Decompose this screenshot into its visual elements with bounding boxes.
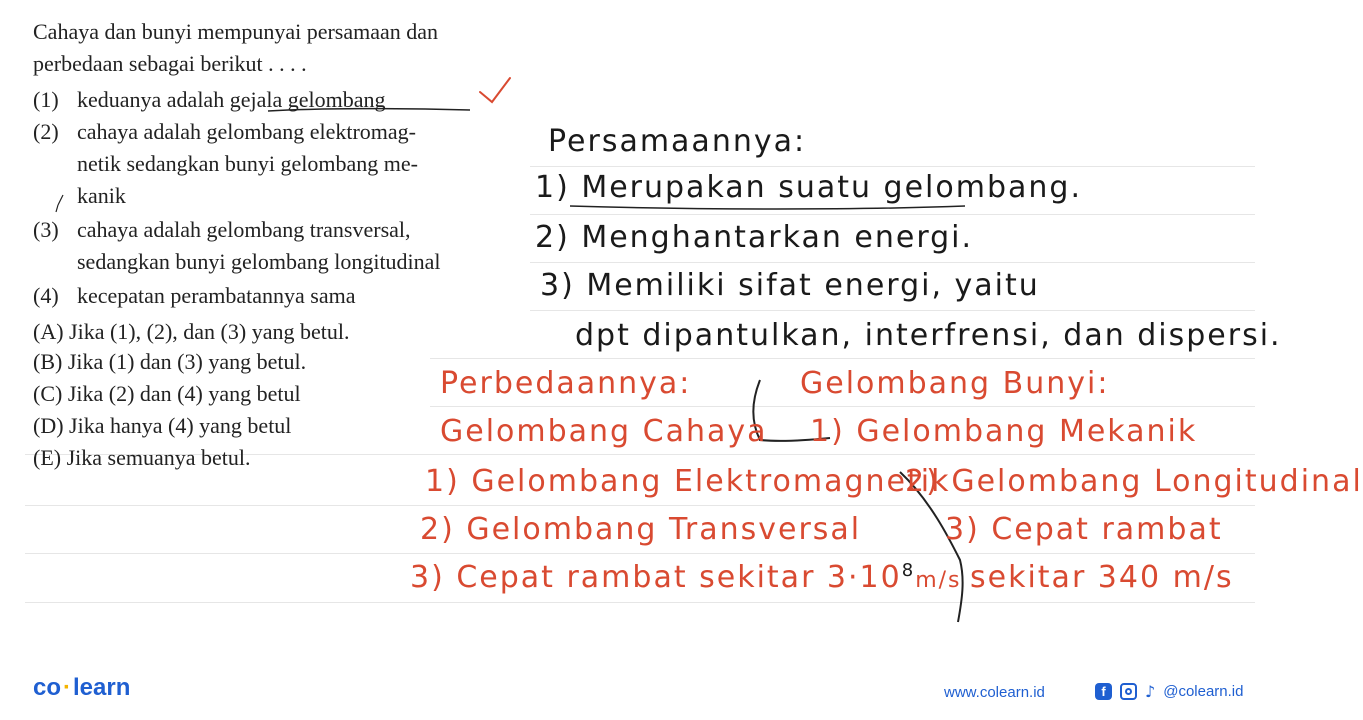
option-a: (A) Jika (1), (2), dan (3) yang betul.: [33, 319, 350, 344]
statement-4: kecepatan perambatannya sama: [77, 283, 356, 308]
cahaya-item-3-unit: m/s: [915, 568, 962, 593]
colearn-logo: co·learn: [33, 674, 131, 701]
statement-2-line2: netik sedangkan bunyi gelombang me-: [77, 151, 418, 176]
question-intro-line2: perbedaan sebagai berikut . . . .: [33, 51, 307, 76]
cahaya-item-3-text: 3) Cepat rambat sekitar 3·10: [410, 560, 902, 595]
bunyi-item-3: 3) Cepat rambat: [945, 512, 1223, 547]
social-handle[interactable]: @colearn.id: [1163, 683, 1244, 700]
check-icon: [480, 78, 510, 102]
logo-learn: learn: [73, 674, 131, 701]
tiktok-icon[interactable]: ♪: [1145, 682, 1156, 701]
option-c: (C) Jika (2) dan (4) yang betul: [33, 381, 301, 406]
statement-3-number: (3): [33, 217, 59, 242]
persamaan-item-1: 1) Merupakan suatu gelombang.: [535, 170, 1082, 205]
facebook-icon[interactable]: f: [1095, 683, 1112, 700]
statement-1: keduanya adalah gejala gelombang: [77, 87, 386, 112]
cahaya-item-3: [410, 560, 962, 595]
social-bar: [1095, 682, 1244, 701]
statement-3-line1: cahaya adalah gelombang transversal,: [77, 217, 411, 242]
cahaya-item-2: 2) Gelombang Transversal: [420, 512, 862, 547]
bunyi-title: Gelombang Bunyi:: [800, 366, 1110, 401]
logo-co: co: [33, 674, 62, 701]
statement-4-number: (4): [33, 283, 59, 308]
option-b: (B) Jika (1) dan (3) yang betul.: [33, 349, 307, 374]
pen-mark: [58, 195, 63, 205]
pen-mark: [56, 205, 58, 212]
persamaan-item-3-cont: dpt dipantulkan, interfrensi, dan dispersi.: [575, 318, 1282, 353]
option-e: (E) Jika semuanya betul.: [33, 445, 251, 470]
question-intro-line1: Cahaya dan bunyi mempunyai persamaan dan: [33, 19, 439, 44]
statement-2-number: (2): [33, 119, 59, 144]
statement-2-line3: kanik: [77, 183, 126, 208]
bunyi-item-3-cont: sekitar 340 m/s: [970, 560, 1234, 595]
perbedaan-title: Perbedaannya:: [440, 366, 692, 401]
statement-1-number: (1): [33, 87, 59, 112]
option-d: (D) Jika hanya (4) yang betul: [33, 413, 292, 438]
instagram-icon[interactable]: [1120, 683, 1137, 700]
cahaya-title: Gelombang Cahaya: [440, 414, 768, 449]
persamaan-item-2: 2) Menghantarkan energi.: [535, 220, 974, 255]
persamaan-item-3: 3) Memiliki sifat energi, yaitu: [540, 268, 1040, 303]
cahaya-item-1: 1) Gelombang Elektromagnetik: [425, 464, 951, 499]
underline-stroke: [570, 206, 965, 209]
cahaya-item-3-exponent: 8: [901, 560, 916, 581]
underline-stroke: [268, 109, 470, 111]
persamaan-title: Persamaannya:: [548, 124, 807, 159]
statement-3-line2: sedangkan bunyi gelombang longitudinal: [77, 249, 441, 274]
bunyi-item-2: 2) Gelombang Longitudinal: [905, 464, 1363, 499]
statement-2-line1: cahaya adalah gelombang elektromag-: [77, 119, 417, 144]
website-link[interactable]: www.colearn.id: [944, 684, 1045, 701]
bunyi-item-1: 1) Gelombang Mekanik: [810, 414, 1198, 449]
